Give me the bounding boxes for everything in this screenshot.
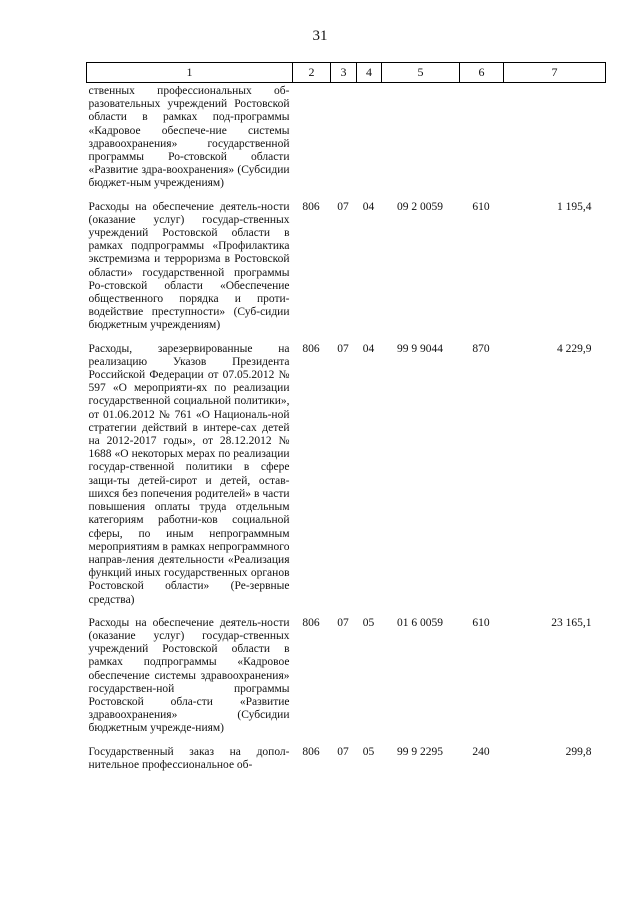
row-section-code: 07 <box>337 616 349 629</box>
row-description: Расходы на обеспечение деятель-ности (оказание услуг) государ-ственных учреждений Ростовской области в рамках подпрограммы «Кадровое обеспечение системы здравоохранения» государствен-ной программы Ростовской обла-сти «Развитие здравоохранения» (Субсидии бюджетным учрежде-ниям) <box>88 616 290 735</box>
row-subsection-code: 04 <box>362 200 375 213</box>
row-subsection-code: 05 <box>362 616 375 629</box>
row-subsection-code: 04 <box>362 342 375 355</box>
row-target-article <box>382 83 460 199</box>
row-expense-type: 870 <box>472 342 490 355</box>
table-row <box>87 744 606 780</box>
row-description: ственных профессиональных об-разовательных учреждений Ростовской области в рамках под-программы «Кадровое обеспече-ние системы здравоохранения» государственной программы Ро-стовской области «Развитие здра-воохранения» (Субсидии бюджет-ным учреждениям) <box>88 85 290 190</box>
row-amount: 299,8 <box>565 745 592 758</box>
row-ministry-code: 806 <box>302 745 320 758</box>
table-row <box>87 83 606 199</box>
row-section-code <box>331 83 357 199</box>
row-subsection-code <box>357 83 382 199</box>
row-expense-type: 610 <box>472 200 490 213</box>
row-description: Государственный заказ на допол-нительное профессиональное об- <box>88 745 290 771</box>
header-cell-7: 7 <box>504 63 606 83</box>
header-cell-5: 5 <box>382 63 460 83</box>
row-ministry-code: 806 <box>302 616 320 629</box>
row-expense-type: 610 <box>472 616 490 629</box>
budget-table <box>86 62 606 780</box>
row-ministry-code: 806 <box>302 200 320 213</box>
header-cell-2: 2 <box>293 63 331 83</box>
row-description: Расходы на обеспечение деятель-ности (оказание услуг) государ-ственных учреждений Ростовской области в рамках подпрограммы «Профилактика экстремизма и терроризма в Ростовской области» государственной программы Ро-стовской области «Обеспечение общественного порядка и проти-водействие преступности» (Суб-сидии бюджетным учреждениям) <box>88 200 290 332</box>
row-target-article: 01 6 0059 <box>397 616 443 629</box>
page-number: 31 <box>312 28 328 44</box>
row-amount: 23 165,1 <box>551 616 592 629</box>
header-cell-1: 1 <box>87 63 293 83</box>
table-row <box>87 341 606 615</box>
row-amount: 1 195,4 <box>557 200 592 213</box>
row-ministry-code <box>293 83 331 199</box>
row-amount: 4 229,9 <box>557 342 592 355</box>
row-subsection-code: 05 <box>362 745 375 758</box>
header-row <box>87 63 606 83</box>
row-description: Расходы, зарезервированные на реализацию Указов Президента Российской Федерации от 07.05.2012 № 597 «О мероприяти-ях по реализации государственной социальной политики», от 01.06.2012 № 761 «О Националь-ной стратегии действий в интере-сах детей на 2012-2017 годы», от 28.12.2012 № 1688 «О некоторых мерах по реализации государ-ственной политики в сфере защи-ты детей-сирот и детей, остав-шихся без попечения родителей» в части повышения оплаты труда отдельным категориям работни-ков социальной сферы, по иным непрограммным мероприятиям в рамках непрограммного направ-ления деятельности «Реализация функций иных государственных органов Ростовской области» (Ре-зервные средства) <box>88 342 290 606</box>
header-cell-4: 4 <box>357 63 382 83</box>
row-ministry-code: 806 <box>302 342 320 355</box>
row-section-code: 07 <box>337 200 349 213</box>
header-cell-3: 3 <box>331 63 357 83</box>
row-expense-type <box>460 83 504 199</box>
row-section-code: 07 <box>337 342 349 355</box>
header-cell-6: 6 <box>460 63 504 83</box>
row-target-article: 09 2 0059 <box>397 200 443 213</box>
row-expense-type: 240 <box>472 745 490 758</box>
row-target-article: 99 9 2295 <box>397 745 443 758</box>
row-target-article: 99 9 9044 <box>397 342 443 355</box>
table-row <box>87 615 606 744</box>
row-section-code: 07 <box>337 745 349 758</box>
table-row <box>87 199 606 341</box>
row-amount <box>504 83 606 199</box>
